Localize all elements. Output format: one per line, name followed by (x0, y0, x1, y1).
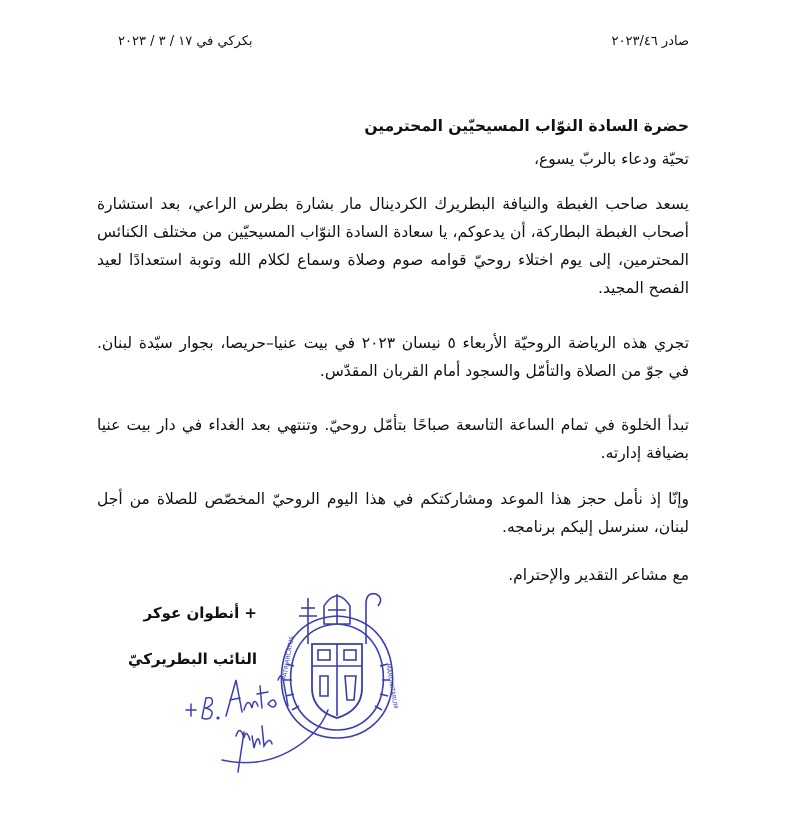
body-paragraph-3: تبدأ الخلوة في تمام الساعة التاسعة صباحًا بتأمّل روحيّ. وتنتهي بعد الغداء في دار بيت عنيا بضيافة إدارته. (97, 416, 689, 462)
body-paragraph-2: تجري هذه الرياضة الروحيّة الأربعاء ٥ نيسان ٢٠٢٣ في بيت عنيا–حريصا، بجوار سيّدة لبنان. في جوّ من الصلاة والتأمّل والسجود أمام القربان المقدّس. (97, 334, 690, 380)
body-paragraph-4: وإنّا إذ نأمل حجز هذا الموعد ومشاركتكم في هذا اليوم الروحيّ المخصّص للصلاة من أجل لبنان، سنرسل إليكم برنامجه. (97, 490, 689, 536)
signatory-name: + أنطوان عوكر (143, 604, 257, 622)
reference-number: صادر ٢٠٢٣/٤٦ (611, 34, 689, 49)
svg-text:PATRIARCATUS: PATRIARCATUS (281, 635, 296, 681)
greeting: تحيّة ودعاء بالربّ يسوع، (533, 150, 689, 168)
letter-date: بكركي في ١٧ / ٣ / ٢٠٢٣ (118, 34, 253, 49)
svg-text:MARONITARUM: MARONITARUM (384, 663, 399, 710)
salutation: حضرة السادة النوّاب المسيحيّين المحترمين (364, 117, 689, 135)
handwritten-signature (178, 640, 348, 780)
body-paragraph-1: يسعد صاحب الغبطة والنيافة البطريرك الكردينال مار بشارة بطرس الراعي، بعد استشارة أصحاب الغبطة البطاركة، أن يدعوكم، يا سعادة السادة النوّاب المسيحيّين من مختلف الكنائس المحترمين، إلى يوم اختلاء روحيّ قوامه صوم وصلاة وسماع لكلام الله وتوبة استعدادًا لعيد الفصح المجيد. (97, 195, 689, 297)
closing-line: مع مشاعر التقدير والإحترام. (508, 566, 689, 584)
signatory-title: النائب البطريركيّ (128, 650, 257, 668)
